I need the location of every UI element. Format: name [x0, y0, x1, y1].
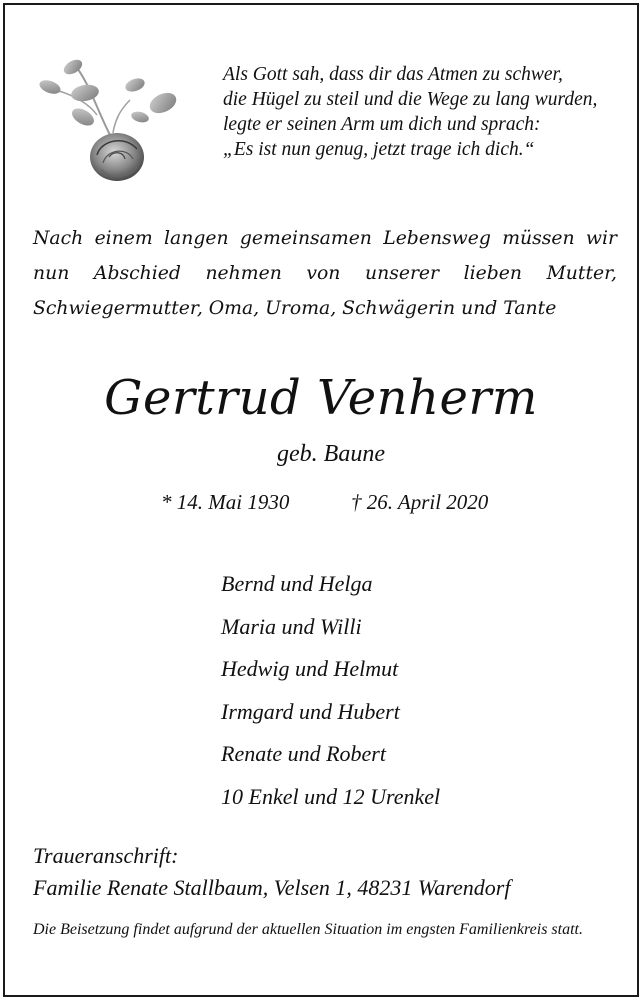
death-date: † 26. April 2020: [351, 490, 489, 514]
maiden-name: geb. Baune: [277, 441, 385, 467]
rose-icon: [35, 45, 185, 195]
address-label: Traueranschrift:: [33, 843, 179, 868]
obituary-card: [3, 3, 639, 997]
mourning-address: [33, 840, 510, 904]
intro-text: Nach einem langen gemeinsamen Lebensweg müssen wir nun Abschied nehmen von unserer lieben Mutter, Schwiegermutter, Oma, Uroma, Schwägerin und Tante: [33, 228, 617, 319]
poem: [223, 62, 623, 162]
mourner-item: 10 Enkel und 12 Urenkel: [221, 783, 441, 809]
mourner-item: Maria und Willi: [221, 613, 362, 639]
mourner-item: Bernd und Helga: [221, 571, 373, 596]
birth-date: * 14. Mai 1930: [161, 490, 290, 514]
address-line: Familie Renate Stallbaum, Velsen 1, 48231 Warendorf: [33, 875, 511, 900]
burial-note: Die Beisetzung findet aufgrund der aktuellen Situation im engsten Familienkreis statt.: [33, 921, 583, 938]
poem-line: „Es ist nun genug, jetzt trage ich dich.“: [223, 139, 535, 160]
mourner-item: Renate und Robert: [221, 741, 386, 766]
mourner-item: Irmgard und Hubert: [221, 698, 400, 724]
mourners-list: [221, 563, 440, 818]
deceased-name: Gertrud Venherm: [104, 370, 538, 426]
poem-line: Als Gott sah, dass dir das Atmen zu schwer,: [223, 64, 563, 85]
poem-line: die Hügel zu steil und die Wege zu lang wurden,: [223, 89, 598, 110]
poem-line: legte er seinen Arm um dich und sprach:: [223, 114, 541, 135]
mourner-item: Hedwig und Helmut: [221, 656, 399, 681]
